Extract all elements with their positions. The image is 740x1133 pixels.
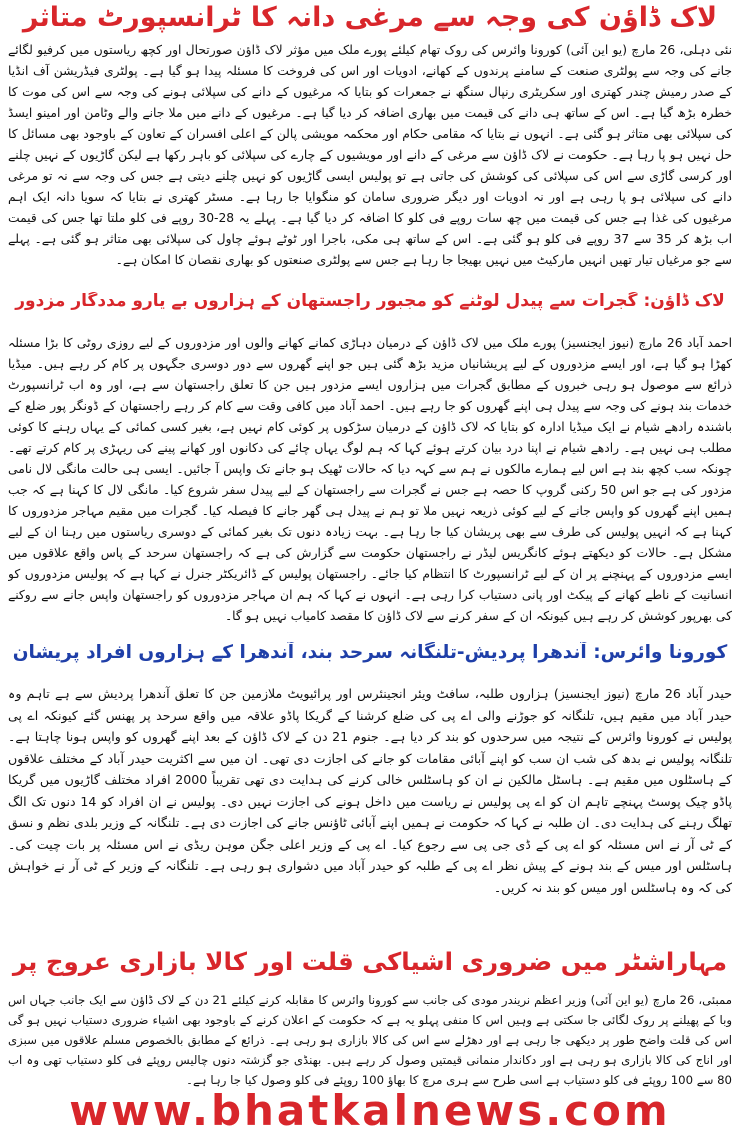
article-3-body: حیدر آباد 26 مارچ (نیوز ایجنسیز) ہزاروں طلبہ، سافٹ ویئر انجینئرس اور پرائیویٹ ملازمین جن کا تعلق آندھرا پردیش سے ہے تاہم وہ حیدر آباد میں مقیم ہیں، تلنگانہ کو جوڑنے والی اے پی کی ضلع کرشنا کے گریکا پاڈو علاقہ میں واقع سرحد پر پھنس گئے کیونکہ اے پی پولیس نے کورونا وائرس کے نتیجہ میں سرحدوں کو بند کر دیا ہے۔ جنوم 21 دن کے لاک ڈاؤن کے بعد اپنے گھروں کو واپس ہونا چاہتا ہے۔ تلنگانہ پولیس نے بدھ کی شب ان سب کو اپنے آبائی مقامات کو جانے کی اجازت دی تھی۔ ان میں سے اکثریت حیدر آباد کے مختلف علاقوں کے ہاسٹلوں میں مقیم ہے۔ ہاسٹل مالکین نے ان کو ہاسٹلس خالی کرنے کی ہدایت دی تھی تقریباً 2000 افراد مختلف گاڑیوں میں گریکا پاڈو چیک پوسٹ پہنچے تاہم ان کو اے پی پولیس نے ریاست میں داخل ہونے کی اجازت نہیں دی۔ پولیس نے ان افراد کو 14 دنوں تک الگ تھلگ رہنے کی ہدایت دی۔ ان طلبہ نے کہا کہ حکومت نے ہمیں اپنے آبائی ٹاؤنس جانے کی اجازت دی ہے۔ تلنگانہ کے وزیر بلدی نظم و نسق کے ٹی آر نے اس مسئلہ کو اے پی کے ڈی جی پی سے رجوع کیا۔ اے پی کے وزیر اعلی جگن موہن ریڈی نے اس مسئلہ پر بات چیت کی۔ ہاسٹلس اور میس کے بند ہونے کے پیش نظر اے پی کے طلبہ کو حیدر آباد میں دشواری ہو رہی ہے۔ تلنگانہ کے وزیر کے ٹی آر نے خواہش کی کہ وہ ہاسٹلس اور میس کو بند نہ کریں۔ [8,686,732,895]
article-1-headline: لاک ڈاؤن کی وجہ سے مرغی دانہ کا ٹرانسپورٹ متاثر [22,2,718,33]
article-1-body: نئی دہلی، 26 مارچ (یو این آئی) کورونا وائرس کی روک تھام کیلئے پورے ملک میں مؤثر لاک ڈاؤن صورتحال اور کچھ ریاستوں میں کرفیو لگائے جانے کی وجہ سے پولٹری صنعت کے سامنے پرندوں کے کھانے، ادویات اور اس کی فروخت کا مسئلہ پیدا ہو گیا ہے۔ پولٹری فیڈریشن آف انڈیا کے صدر رمیش چندر کھتری اور سکریٹری رنپال سنگھ نے جمعرات کو بتایا کہ مرغیوں کے دانے کی سپلائی ہونے کی وجہ سے اس کی موت کا خطرہ بڑھ گیا ہے۔ اس کے ساتھ ہی دانے کی قیمت میں بھاری اضافہ کر دیا گیا ہے۔ مرغیوں کے دانے میں ملا جانے والے وٹامن اور امینو ایسڈ کی سپلائی بھی متاثر ہو گئی ہے۔ انہوں نے بتایا کہ مقامی حکام اور محکمہ مویشی پالن کے اعلی افسران کے تعاون کے باوجود بھی مسائل کا حل نہیں ہو پا رہا ہے۔ حکومت نے لاک ڈاؤن سے مرغی کے دانے اور مویشیوں کے چارے کی سپلائی کو باہر رکھا ہے لیکن گاڑیوں کے نہیں چلنے اور کرسی گاڑی سے اس کی سپلائی کی کوشش کی جاتی ہے تو پولیس ایسی گاڑیوں کو نہیں چلنے دیتی ہے جس کی وجہ سے نہ تو مرغی دانے کی سپلائی ہو پا رہی ہے اور نہ ادویات اور دیگر ضروری سامان کو منگوایا جا رہا ہے۔ مسٹر کھتری نے بتایا کہ سویا دانہ ایک اہم مرغیوں کی غذا ہے جس کی قیمت میں چھ سات روپے فی کلو کا اضافہ کر دیا گیا ہے۔ پہلے یہ 28-30 روپے فی کلو ملتا تھا جس کی قیمت اب بڑھ کر 35 سے 37 روپے فی کلو ہو گئی ہے۔ اس کے ساتھ ہی مکی، باجرا اور ٹوٹے ہوئے چاول کی سپلائی بھی متاثر ہو گئی ہے۔ پہلے سے جو مرغیاں تیار تھیں انہیں مارکیٹ میں نہیں بھیجا جا رہا ہے جس سے پولٹری صنعتوں کو بھاری نقصان کا امکان ہے۔ [8,43,732,267]
website-banner[interactable]: www.bhatkalnews.com [0,1088,740,1133]
article-4-body: ممبئی، 26 مارچ (یو این آئی) وزیر اعظم نریندر مودی کی جانب سے کورونا وائرس کا مقابلہ کرنے کیلئے 21 دن کے لاک ڈاؤن سے ایک جانب جہاں اس وبا کے پھیلنے پر روک لگائی جا سکتی ہے وہیں اس کا منفی پہلو یہ ہے کہ حکومت کے اعلان کرنے کے باوجود بھی اشیاء ضروری دستیاب نہیں ہو گی اس کی قلت واضح طور پر دیکھی جا رہی ہے اور دھڑلے سے اس کی کالا بازاری ہو رہی ہے۔ ذرائع کے مطابق بالخصوص مسلم علاقوں میں سبزی اور اناج کی کالا بازاری ہو رہی ہے اور دکاندار منمانی قیمتیں وصول کر رہے ہیں۔ بھنڈی جو گزشتہ دنوں چالیس روپئے فی کلو دستیاب تھی وہ اب 80 سے 100 روپئے فی کلو دستیاب ہے اسی طرح سے ہری مرچ کا بھاؤ 100 روپئے فی کلو وصول کیا جا رہا ہے۔ [8,993,732,1087]
article-2-body: احمد آباد 26 مارچ (نیوز ایجنسیز) پورے ملک میں لاک ڈاؤن کے درمیان دہاڑی کمانے کھانے والوں اور مزدوروں کے لیے روزی روٹی کا بڑا مسئلہ کھڑا ہو گیا ہے، اور ایسے مزدوروں کے لیے پریشانیاں مزید بڑھ گئی ہیں جو اپنے گھروں سے دور دوسری جگہوں پر کام کر رہے ہیں۔ میڈیا ذرائع سے موصول ہو رہی خبروں کے مطابق گجرات میں ہزاروں ایسے مزدور ہیں جن کا تعلق راجستھان سے ہے، اور وہ اب ٹرانسپورٹ خدمات بند ہونے کی وجہ سے پیدل ہی اپنے گھروں کو جا رہے ہیں۔ احمد آباد میں کافی وقت سے کام کر رہے راجستھان کے ڈونگر پور ضلع کے باشندہ رادھے شیام نے ایک میڈیا ادارہ کو بتایا کہ لاک ڈاؤن کے درمیان سڑکوں پر کوئی کام نہیں ہے، بغیر کسی کمائی کے یہاں رہنے کا کوئی مطلب ہی نہیں ہے۔ رادھے شیام نے اپنا درد بیان کرتے ہوئے کہا کہ ہم لوگ یہاں چائے کی دکانوں اور کھانے پینے کی ریہڑی پر کام کرتے تھے۔ چونکہ سب کچھ بند ہے اس لیے ہمارے مالکوں نے ہم سے کہہ دیا کہ حالات ٹھیک ہو جانے تک واپس آ جائیں۔ ایسی ہی حالت مانگی لال نامی مزدور کی ہے جو اس 50 رکنی گروپ کا حصہ ہے جس نے گجرات سے راجستھان کے لیے پیدل سفر شروع کیا۔ مانگی لال کا کہنا ہے کہ جب ہمیں اپنے گھروں کو واپس جانے کے لیے کوئی ذریعہ نہیں ملا تو ہم نے پیدل ہی گھر جانے کا فیصلہ کیا۔ گجرات میں مقیم مہاجر مزدوروں کا کہنا ہے کہ انہیں پولیس کی طرف سے بھی پریشان کیا جا رہا ہے۔ بہت زیادہ دنوں تک بغیر کمائی کے دوسری ریاستوں میں رہنا ان کے لیے مشکل ہے۔ حالات کو دیکھتے ہوئے کانگریس لیڈر نے راجستھان حکومت سے گزارش کی ہے کہ راجستھان سرحد کے پاس واقع علاقوں میں ایسے مزدوروں کے پہنچنے پر ان کے لیے ٹرانسپورٹ کا انتظام کیا جائے۔ راجستھان پولیس کے ڈائریکٹر جنرل نے کہا ہے کہ پولیس مزدوروں کو انسانیت کے ناطے کھانے کے پیکٹ اور پانی دستیاب کرا رہی ہے۔ انہوں نے کہا کہ ہم ان مہاجر مزدوروں کو راجستھان واپس جانے سے روکنے کی بھرپور کوشش کر رہے ہیں کیونکہ ان کے سفر کرنے سے لاک ڈاؤن کا مقصد کامیاب نہیں ہو گا۔ [8,336,732,623]
article-4-headline: مہاراشٹر میں ضروری اشیاکی قلت اور کالا بازاری عروج پر [12,948,728,976]
article-3-headline: کورونا وائرس: آندھرا پردیش-تلنگانہ سرحد بند، آندھرا کے ہزاروں افراد پریشان [12,642,728,663]
article-2-headline: لاک ڈاؤن: گجرات سے پیدل لوٹنے کو مجبور راجستھان کے ہزاروں بے یارو مددگار مزدور [15,292,725,311]
